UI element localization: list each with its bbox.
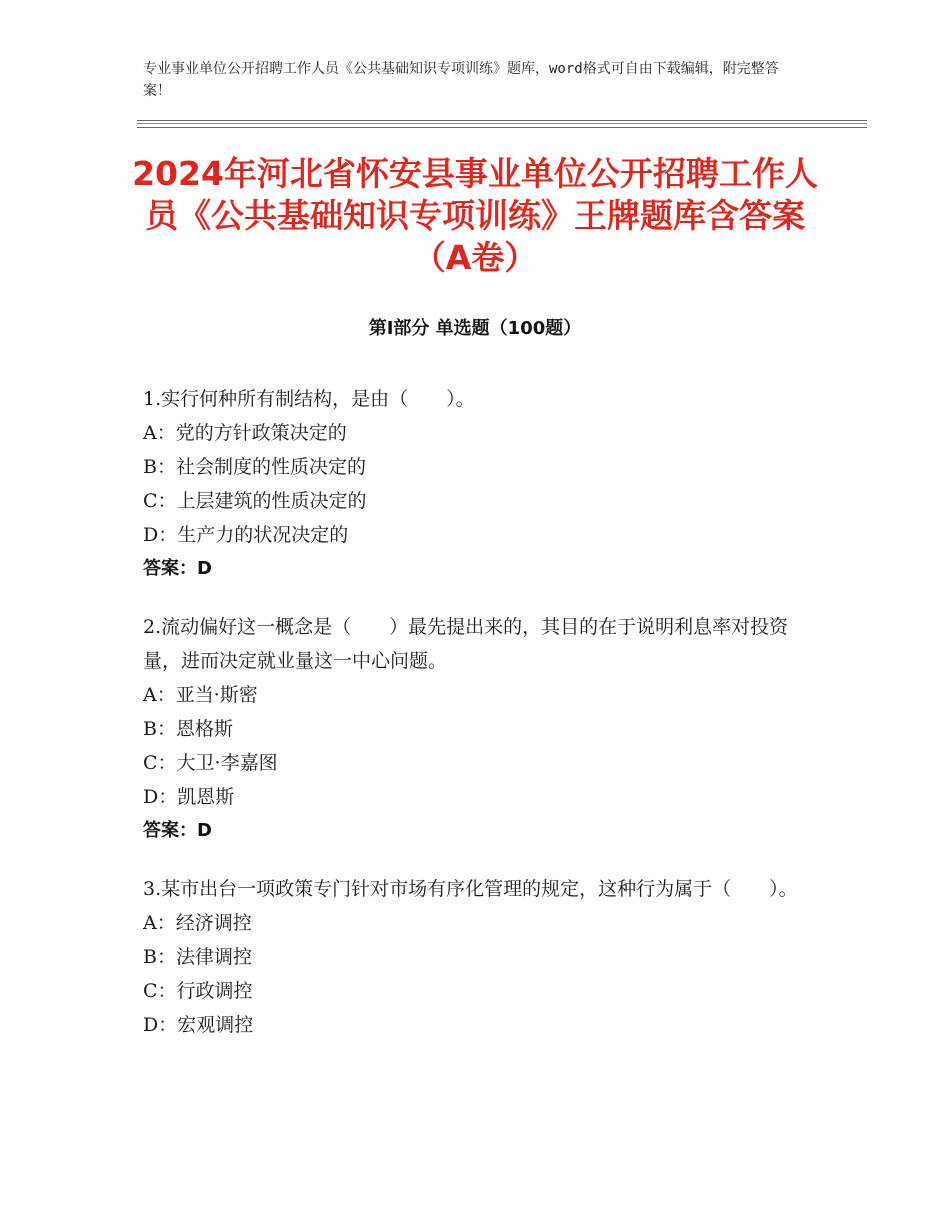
option-c: C：上层建筑的性质决定的 <box>143 490 367 512</box>
answer: 答案：D <box>143 558 212 579</box>
header-divider <box>137 120 867 128</box>
option-d: D：凯恩斯 <box>143 786 235 808</box>
question-stem: 3.某市出台一项政策专门针对市场有序化管理的规定，这种行为属于（ ）。 <box>143 878 798 900</box>
document-title: 2024年河北省怀安县事业单位公开招聘工作人员《公共基础知识专项训练》王牌题库含答案（A卷） <box>132 154 818 277</box>
question-3 <box>143 872 813 1042</box>
question-1 <box>143 382 813 586</box>
option-a: A：党的方针政策决定的 <box>143 422 347 444</box>
option-c: C：大卫·李嘉图 <box>143 752 278 774</box>
header-note: 专业事业单位公开招聘工作人员《公共基础知识专项训练》题库，word格式可自由下载编辑，附完整答案！ <box>143 61 779 99</box>
answer: 答案：D <box>143 820 212 841</box>
option-b: B：恩格斯 <box>143 718 233 740</box>
option-a: A：亚当·斯密 <box>143 684 258 706</box>
option-b: B：法律调控 <box>143 946 252 968</box>
option-c: C：行政调控 <box>143 980 253 1002</box>
question-list <box>143 382 813 1066</box>
question-2 <box>143 610 813 848</box>
question-stem: 2.流动偏好这一概念是（ ）最先提出来的，其目的在于说明利息率对投资量，进而决定就业量这一中心问题。 <box>143 616 789 672</box>
option-a: A：经济调控 <box>143 912 252 934</box>
option-b: B：社会制度的性质决定的 <box>143 456 366 478</box>
section-title: 第Ⅰ部分 单选题（100题） <box>368 318 582 339</box>
question-stem: 1.实行何种所有制结构，是由（ ）。 <box>143 388 475 410</box>
option-d: D：宏观调控 <box>143 1014 254 1036</box>
option-d: D：生产力的状况决定的 <box>143 524 349 546</box>
